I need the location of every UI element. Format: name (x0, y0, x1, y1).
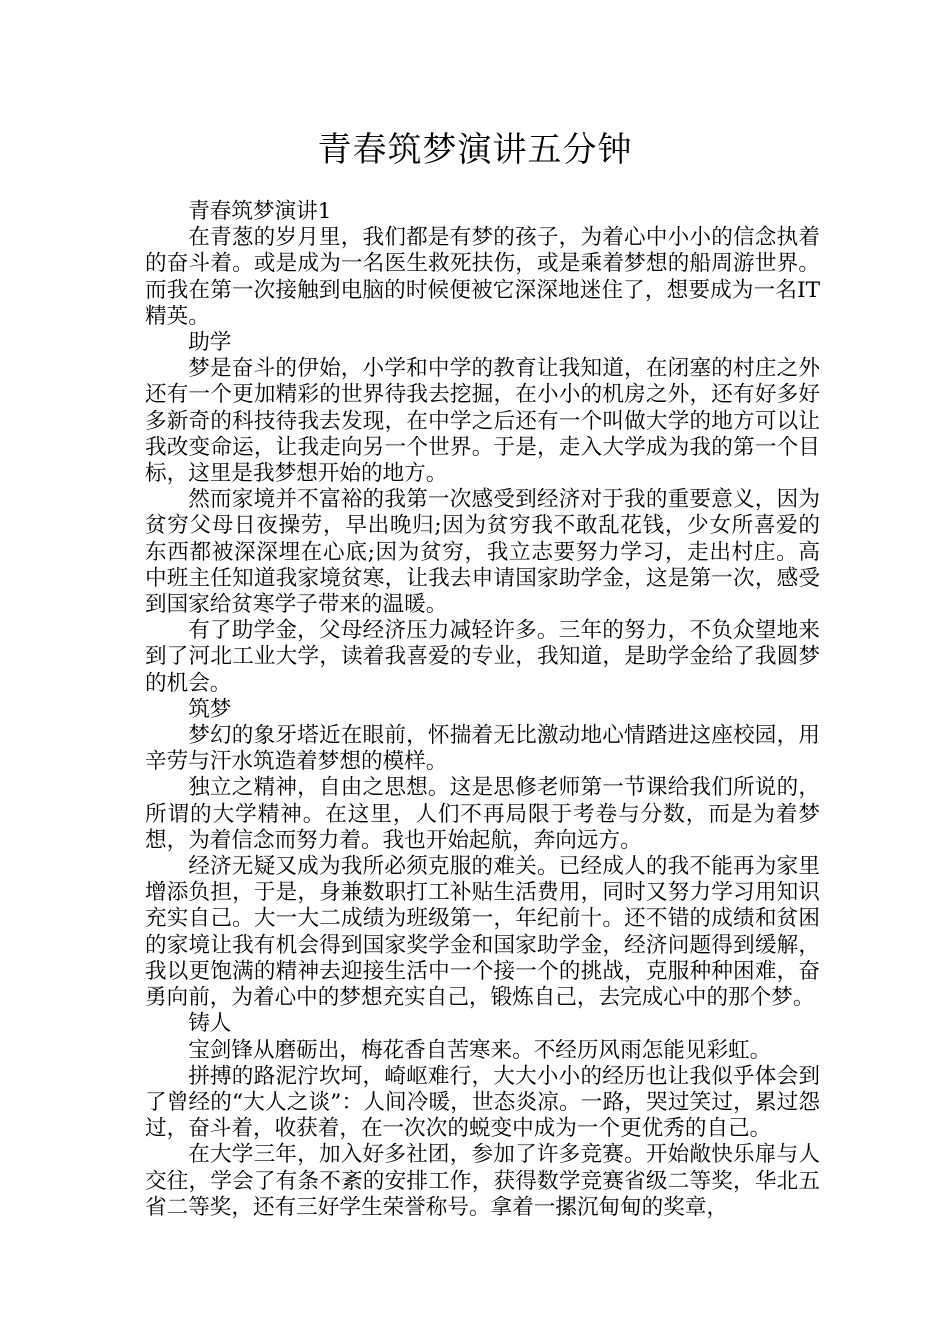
paragraph: 有了助学金，父母经济压力减轻许多。三年的努力，不负众望地来到了河北工业大学，读着我喜爱的专业，我知道，是助学金给了我圆梦的机会。 (145, 618, 820, 696)
paragraph: 梦是奋斗的伊始，小学和中学的教育让我知道，在闭塞的村庄之外还有一个更加精彩的世界待我去挖掘，在小小的机房之外，还有好多好多新奇的科技待我去发现，在中学之后还有一个叫做大学的地方可以让我改变命运，让我走向另一个世界。于是，走入大学成为我的第一个目标，这里是我梦想开始的地方。 (145, 356, 820, 487)
paragraph: 然而家境并不富裕的我第一次感受到经济对于我的重要意义，因为贫穷父母日夜操劳，早出晚归;因为贫穷我不敢乱花钱，少女所喜爱的东西都被深深埋在心底;因为贫穷，我立志要努力学习，走出村庄。高中班主任知道我家境贫寒，让我去申请国家助学金，这是第一次，感受到国家给贫寒学子带来的温暖。 (145, 487, 820, 618)
section-heading-zhuren: 铸人 (188, 1011, 232, 1037)
paragraph: 经济无疑又成为我所必须克服的难关。已经成人的我不能再为家里增添负担，于是，身兼数职打工补贴生活费用，同时又努力学习用知识充实自己。大一大二成绩为班级第一，年纪前十。还不错的成绩和贫困的家境让我有机会得到国家奖学金和国家助学金，经济问题得到缓解，我以更饱满的精神去迎接生活中一个接一个的挑战，克服种种困难，奋勇向前，为着心中的梦想充实自己，锻炼自己，去完成心中的那个梦。 (145, 854, 820, 1011)
document-title: 青春筑梦演讲五分钟 (317, 130, 633, 170)
paragraph: 在大学三年，加入好多社团，参加了许多竞赛。开始敞快乐扉与人交往，学会了有条不紊的安排工作，获得数学竞赛省级二等奖，华北五省二等奖，还有三好学生荣誉称号。拿着一摞沉甸甸的奖章， (145, 1142, 820, 1220)
paragraph: 宝剑锋从磨砺出，梅花香自苦寒来。不经历风雨怎能见彩虹。 (188, 1037, 772, 1063)
paragraph: 拼搏的路泥泞坎坷，崎岖难行，大大小小的经历也让我似乎体会到了曾经的“大人之谈”：人间冷暖，世态炎凉。一路，哭过笑过，累过怨过，奋斗着，收获着，在一次次的蜕变中成为一个更优秀的自己。 (145, 1063, 820, 1142)
paragraph: 梦幻的象牙塔近在眼前，怀揣着无比激动地心情踏进这座校园，用辛劳与汗水筑造着梦想的模样。 (145, 723, 820, 775)
section-heading-zhuxue: 助学 (188, 330, 232, 356)
paragraph: 独立之精神，自由之思想。这是思修老师第一节课给我们所说的，所谓的大学精神。在这里，人们不再局限于考卷与分数，而是为着梦想，为着信念而努力着。我也开始起航，奔向远方。 (145, 775, 820, 853)
section-heading-zhumeng: 筑梦 (188, 696, 232, 722)
paragraph: 在青葱的岁月里，我们都是有梦的孩子，为着心中小小的信念执着的奋斗着。或是成为一名医生救死扶伤，或是乘着梦想的船周游世界。而我在第一次接触到电脑的时候便被它深深地迷住了，想要成为一名IT精英。 (145, 225, 820, 329)
document-body (145, 199, 820, 1221)
paragraph: 青春筑梦演讲1 (188, 199, 332, 224)
